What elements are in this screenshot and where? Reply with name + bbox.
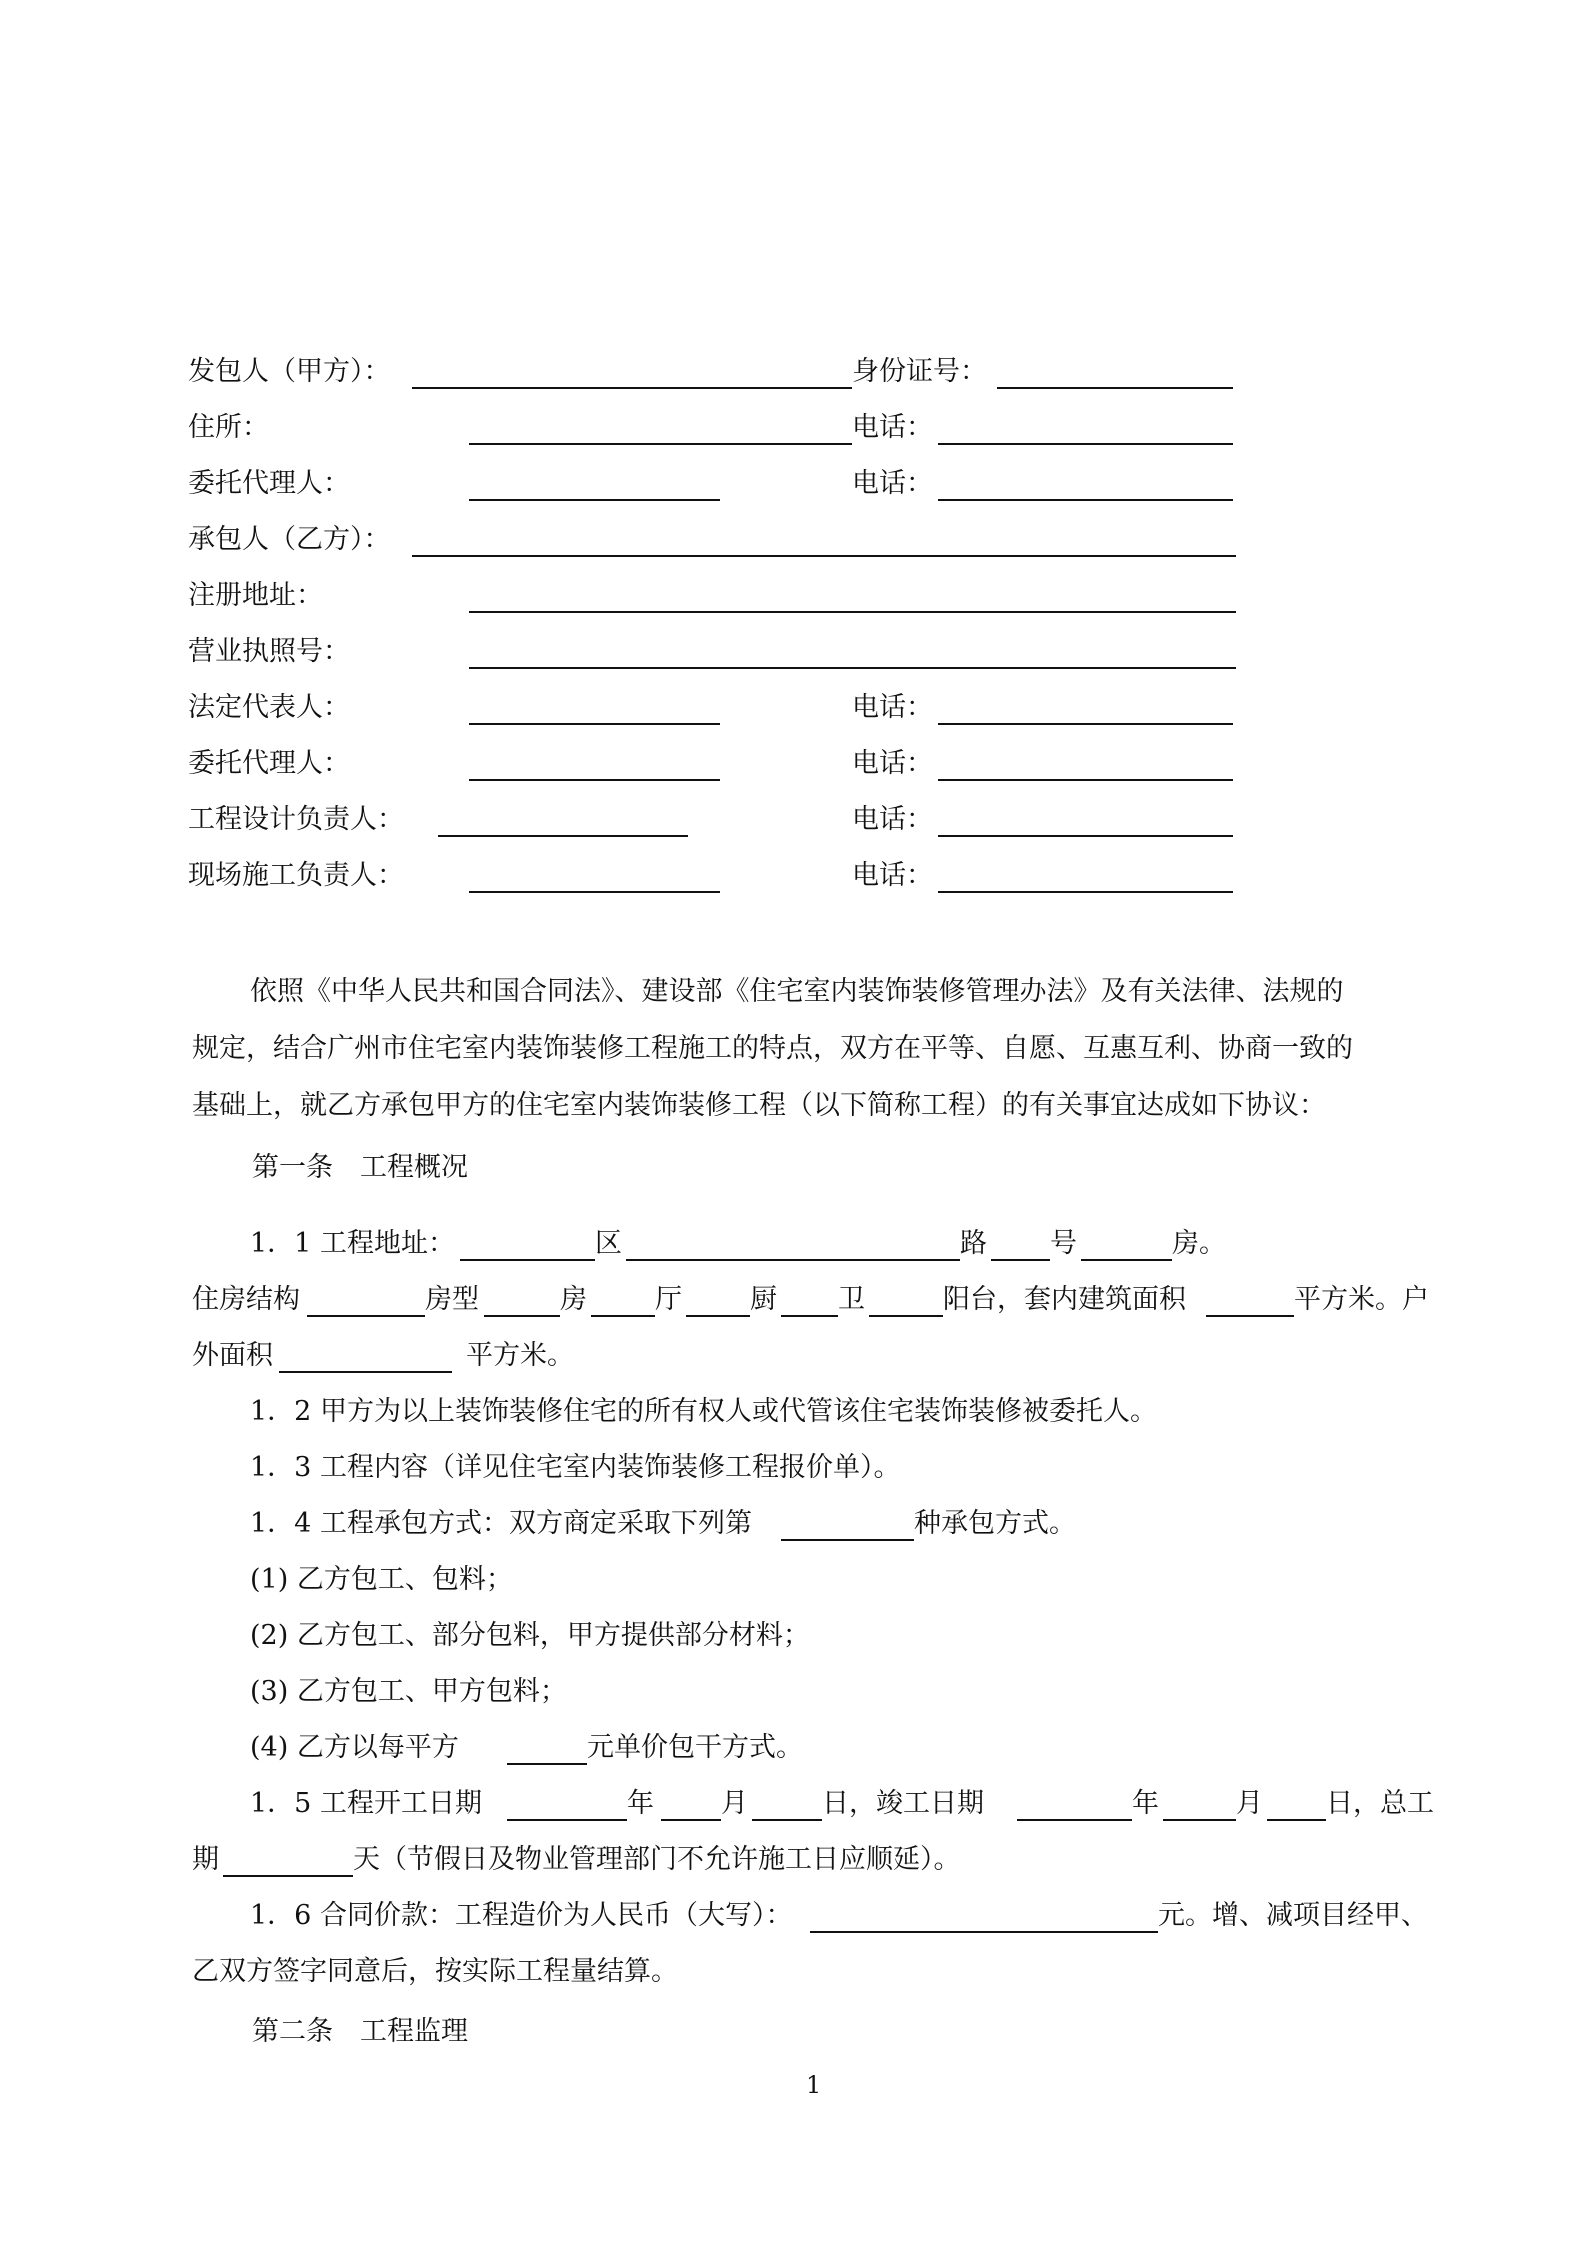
district-label: 区 <box>595 1228 622 1259</box>
legal-rep-label: 法定代表人： <box>188 692 350 723</box>
outdoor-area-blank[interactable] <box>279 1371 452 1373</box>
road-blank[interactable] <box>626 1259 960 1261</box>
number-blank[interactable] <box>991 1259 1050 1261</box>
legal-rep-blank[interactable] <box>469 723 720 725</box>
agent2-label: 委托代理人： <box>188 748 350 779</box>
clause-1-1-label: 1．1 工程地址： <box>250 1228 455 1259</box>
start-month-label: 月 <box>721 1788 748 1819</box>
option-4-suffix: 元单价包干方式。 <box>587 1732 803 1763</box>
structure-blank[interactable] <box>307 1315 425 1317</box>
clause-1-6-label: 1．6 合同价款：工程造价为人民币（大写）： <box>250 1900 793 1931</box>
phone-label-4: 电话： <box>852 748 933 779</box>
contract-mode-blank[interactable] <box>781 1539 914 1541</box>
site-manager-blank[interactable] <box>469 891 720 893</box>
inner-area-blank[interactable] <box>1206 1315 1294 1317</box>
phone-blank-4[interactable] <box>938 779 1233 781</box>
phone-label-1: 电话： <box>852 412 933 443</box>
id-number-blank[interactable] <box>997 387 1233 389</box>
kitchens-blank[interactable] <box>686 1315 750 1317</box>
rooms-blank[interactable] <box>484 1315 560 1317</box>
layout-label: 房型 <box>425 1284 479 1315</box>
preamble-line-2: 规定，结合广州市住宅室内装饰装修工程施工的特点，双方在平等、自愿、互惠互利、协商一致的 <box>192 1033 1353 1064</box>
halls-blank[interactable] <box>591 1315 655 1317</box>
phone-label-2: 电话： <box>852 468 933 499</box>
end-month-blank[interactable] <box>1163 1819 1236 1821</box>
license-label: 营业执照号： <box>188 636 350 667</box>
clause-1-2: 1．2 甲方为以上装饰装修住宅的所有权人或代管该住宅装饰装修被委托人。 <box>250 1396 1157 1427</box>
id-number-label: 身份证号： <box>852 356 987 387</box>
phone-blank-2[interactable] <box>938 499 1233 501</box>
period-suffix: 天（节假日及物业管理部门不允许施工日应顺延）。 <box>353 1844 961 1875</box>
balconies-blank[interactable] <box>869 1315 943 1317</box>
agent-label: 委托代理人： <box>188 468 350 499</box>
option-1: (1) 乙方包工、包料； <box>250 1564 513 1595</box>
clause-1-6-cont: 乙双方签字同意后，按实际工程量结算。 <box>192 1956 678 1987</box>
phone-blank-6[interactable] <box>938 891 1233 893</box>
start-year-blank[interactable] <box>507 1819 627 1821</box>
sqm-label-1: 平方米。户 <box>1294 1284 1429 1315</box>
designer-label: 工程设计负责人： <box>188 804 404 835</box>
start-day-blank[interactable] <box>752 1819 822 1821</box>
license-blank[interactable] <box>469 667 1236 669</box>
preamble-line-1: 依照《中华人民共和国合同法》、建设部《住宅室内装饰装修管理办法》及有关法律、法规的 <box>250 976 1344 1007</box>
start-month-blank[interactable] <box>661 1819 721 1821</box>
contract-mode-suffix: 种承包方式。 <box>914 1508 1076 1539</box>
employer-label: 发包人（甲方）： <box>188 356 391 387</box>
outdoor-area-label: 外面积 <box>192 1340 273 1371</box>
halls-label: 厅 <box>655 1284 682 1315</box>
room-blank[interactable] <box>1081 1259 1172 1261</box>
article-1-title: 第一条 工程概况 <box>252 1152 468 1183</box>
rooms-label: 房 <box>560 1284 587 1315</box>
total-days-blank[interactable] <box>223 1875 353 1877</box>
option-3: (3) 乙方包工、甲方包料； <box>250 1676 567 1707</box>
phone-blank-1[interactable] <box>938 443 1233 445</box>
option-2: (2) 乙方包工、部分包料，甲方提供部分材料； <box>250 1620 810 1651</box>
number-label: 号 <box>1050 1228 1077 1259</box>
contract-price-suffix: 元。增、减项目经甲、 <box>1158 1900 1428 1931</box>
phone-blank-3[interactable] <box>938 723 1233 725</box>
address-label: 住所： <box>188 412 269 443</box>
article-2-title: 第二条 工程监理 <box>252 2016 468 2047</box>
room-label: 房。 <box>1172 1228 1226 1259</box>
agent2-blank[interactable] <box>469 779 720 781</box>
end-year-blank[interactable] <box>1017 1819 1132 1821</box>
contractor-label: 承包人（乙方）： <box>188 524 391 555</box>
address-blank[interactable] <box>469 443 852 445</box>
road-label: 路 <box>960 1228 987 1259</box>
structure-label: 住房结构 <box>192 1284 300 1315</box>
contract-price-blank[interactable] <box>810 1931 1158 1933</box>
phone-blank-5[interactable] <box>938 835 1233 837</box>
kitchens-label: 厨 <box>750 1284 777 1315</box>
bathrooms-blank[interactable] <box>781 1315 838 1317</box>
site-manager-label: 现场施工负责人： <box>188 860 404 891</box>
reg-address-blank[interactable] <box>469 611 1236 613</box>
balcony-area-label: 阳台，套内建筑面积 <box>943 1284 1186 1315</box>
clause-1-4-label: 1．4 工程承包方式：双方商定采取下列第 <box>250 1508 752 1539</box>
district-blank[interactable] <box>460 1259 595 1261</box>
start-year-label: 年 <box>627 1788 654 1819</box>
unit-price-blank[interactable] <box>507 1763 587 1765</box>
preamble-line-3: 基础上，就乙方承包甲方的住宅室内装饰装修工程（以下简称工程）的有关事宜达成如下协议： <box>192 1090 1326 1121</box>
total-period-label: 日，总工 <box>1326 1788 1434 1819</box>
agent-blank[interactable] <box>469 499 720 501</box>
period-label: 期 <box>192 1844 219 1875</box>
reg-address-label: 注册地址： <box>188 580 323 611</box>
phone-label-3: 电话： <box>852 692 933 723</box>
end-day-blank[interactable] <box>1267 1819 1326 1821</box>
phone-label-5: 电话： <box>852 804 933 835</box>
end-date-label: 日，竣工日期 <box>822 1788 984 1819</box>
end-year-label: 年 <box>1132 1788 1159 1819</box>
designer-blank[interactable] <box>438 835 688 837</box>
bathrooms-label: 卫 <box>838 1284 865 1315</box>
option-4-label: (4) 乙方以每平方 <box>250 1732 459 1763</box>
clause-1-5-label: 1．5 工程开工日期 <box>250 1788 482 1819</box>
phone-label-6: 电话： <box>852 860 933 891</box>
clause-1-3: 1．3 工程内容（详见住宅室内装饰装修工程报价单）。 <box>250 1452 901 1483</box>
page-number: 1 <box>806 2071 822 2099</box>
employer-name-blank[interactable] <box>412 387 852 389</box>
contractor-name-blank[interactable] <box>412 555 1236 557</box>
end-month-label: 月 <box>1236 1788 1263 1819</box>
sqm-label-2: 平方米。 <box>466 1340 574 1371</box>
